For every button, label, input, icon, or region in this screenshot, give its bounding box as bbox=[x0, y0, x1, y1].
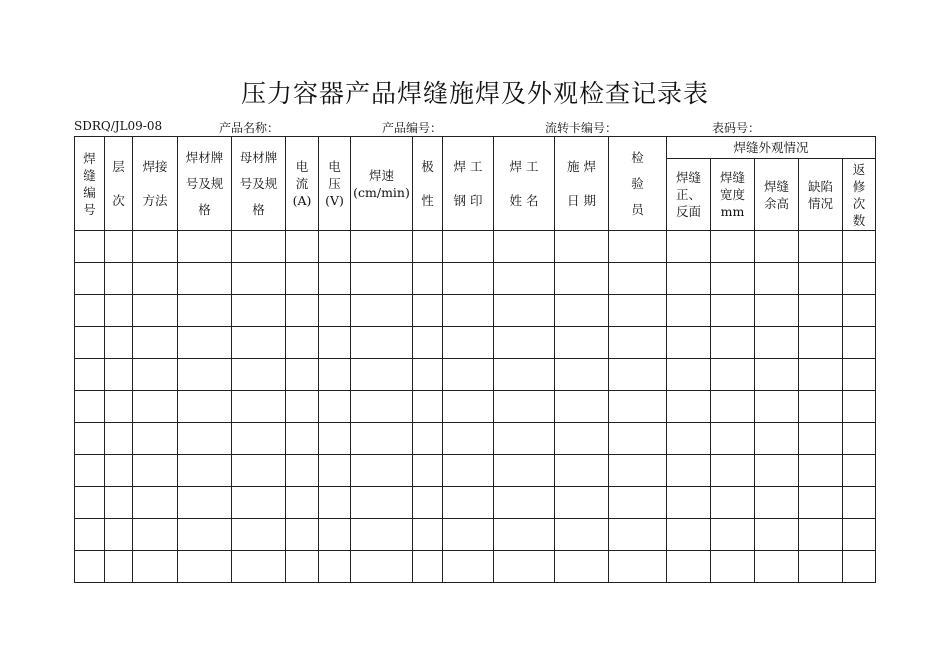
header-welder-stamp: 焊 工 钢 印 bbox=[443, 137, 494, 231]
table-cell[interactable] bbox=[286, 295, 319, 327]
table-cell[interactable] bbox=[799, 551, 843, 583]
table-cell[interactable] bbox=[711, 455, 755, 487]
table-cell[interactable] bbox=[413, 455, 443, 487]
table-cell[interactable] bbox=[843, 327, 876, 359]
table-row bbox=[75, 263, 876, 295]
table-cell[interactable] bbox=[413, 295, 443, 327]
table-cell[interactable] bbox=[351, 487, 413, 519]
table-cell[interactable] bbox=[232, 487, 286, 519]
table-cell[interactable] bbox=[178, 231, 232, 263]
table-row bbox=[75, 423, 876, 455]
table-cell[interactable] bbox=[609, 391, 667, 423]
table-cell[interactable] bbox=[286, 519, 319, 551]
table-cell[interactable] bbox=[133, 487, 178, 519]
table-cell[interactable] bbox=[351, 295, 413, 327]
table-cell[interactable] bbox=[351, 519, 413, 551]
record-table bbox=[74, 136, 876, 583]
header-weld-speed: 焊速 (cm/min) bbox=[351, 137, 413, 231]
header-weld-sides: 焊缝 正、 反面 bbox=[667, 159, 711, 231]
header-weld-method: 焊接 方法 bbox=[133, 137, 178, 231]
table-cell[interactable] bbox=[286, 391, 319, 423]
table-cell[interactable] bbox=[843, 231, 876, 263]
table-cell[interactable] bbox=[609, 551, 667, 583]
table-cell[interactable] bbox=[443, 263, 494, 295]
table-cell[interactable] bbox=[413, 231, 443, 263]
table-cell[interactable] bbox=[667, 551, 711, 583]
table-cell[interactable] bbox=[319, 327, 351, 359]
table-cell[interactable] bbox=[178, 455, 232, 487]
table-cell[interactable] bbox=[232, 231, 286, 263]
header-weld-width: 焊缝 宽度 mm bbox=[711, 159, 755, 231]
table-cell[interactable] bbox=[799, 423, 843, 455]
table-cell[interactable] bbox=[133, 327, 178, 359]
table-cell[interactable] bbox=[286, 551, 319, 583]
table-cell[interactable] bbox=[178, 359, 232, 391]
header-appearance-group: 焊缝外观情况 bbox=[667, 137, 876, 159]
form-code-label: 表码号： bbox=[712, 121, 761, 135]
table-cell[interactable] bbox=[667, 455, 711, 487]
table-cell[interactable] bbox=[443, 327, 494, 359]
table-cell[interactable] bbox=[178, 327, 232, 359]
table-cell[interactable] bbox=[443, 295, 494, 327]
table-cell[interactable] bbox=[178, 551, 232, 583]
table-cell[interactable] bbox=[843, 423, 876, 455]
table-cell[interactable] bbox=[799, 263, 843, 295]
table-cell[interactable] bbox=[75, 519, 105, 551]
table-cell[interactable] bbox=[755, 359, 799, 391]
table-cell[interactable] bbox=[351, 423, 413, 455]
table-cell[interactable] bbox=[319, 551, 351, 583]
table-cell[interactable] bbox=[799, 231, 843, 263]
table-cell[interactable] bbox=[755, 231, 799, 263]
table-cell[interactable] bbox=[232, 391, 286, 423]
table-cell[interactable] bbox=[232, 455, 286, 487]
table-cell[interactable] bbox=[443, 391, 494, 423]
table-cell[interactable] bbox=[319, 423, 351, 455]
table-cell[interactable] bbox=[105, 519, 133, 551]
table-row bbox=[75, 487, 876, 519]
table-cell[interactable] bbox=[413, 487, 443, 519]
table-cell[interactable] bbox=[494, 359, 555, 391]
table-cell[interactable] bbox=[319, 295, 351, 327]
table-cell[interactable] bbox=[555, 359, 609, 391]
table-cell[interactable] bbox=[133, 391, 178, 423]
table-cell[interactable] bbox=[178, 295, 232, 327]
table-cell[interactable] bbox=[843, 487, 876, 519]
table-cell[interactable] bbox=[286, 487, 319, 519]
header-layer: 层 次 bbox=[105, 137, 133, 231]
table-cell[interactable] bbox=[843, 263, 876, 295]
table-cell[interactable] bbox=[843, 455, 876, 487]
table-cell[interactable] bbox=[178, 519, 232, 551]
table-cell[interactable] bbox=[351, 455, 413, 487]
table-row bbox=[75, 295, 876, 327]
table-cell[interactable] bbox=[232, 359, 286, 391]
table-cell[interactable] bbox=[609, 295, 667, 327]
table-cell[interactable] bbox=[75, 487, 105, 519]
table-row bbox=[75, 455, 876, 487]
header-weld-date: 施 焊 日 期 bbox=[555, 137, 609, 231]
table-cell[interactable] bbox=[105, 263, 133, 295]
table-cell[interactable] bbox=[494, 327, 555, 359]
table-cell[interactable] bbox=[413, 551, 443, 583]
table-cell[interactable] bbox=[133, 359, 178, 391]
table-cell[interactable] bbox=[105, 391, 133, 423]
header-filler-material: 焊材牌 号及规 格 bbox=[178, 137, 232, 231]
table-row bbox=[75, 551, 876, 583]
table-cell[interactable] bbox=[133, 551, 178, 583]
table-cell[interactable] bbox=[443, 231, 494, 263]
table-cell[interactable] bbox=[667, 423, 711, 455]
table-cell[interactable] bbox=[799, 487, 843, 519]
table-cell[interactable] bbox=[133, 231, 178, 263]
table-cell[interactable] bbox=[555, 487, 609, 519]
table-cell[interactable] bbox=[799, 519, 843, 551]
table-cell[interactable] bbox=[494, 231, 555, 263]
table-cell[interactable] bbox=[232, 295, 286, 327]
table-cell[interactable] bbox=[443, 423, 494, 455]
table-cell[interactable] bbox=[351, 327, 413, 359]
table-cell[interactable] bbox=[133, 519, 178, 551]
table-cell[interactable] bbox=[667, 327, 711, 359]
table-cell[interactable] bbox=[843, 295, 876, 327]
table-cell[interactable] bbox=[413, 519, 443, 551]
table-cell[interactable] bbox=[755, 327, 799, 359]
table-cell[interactable] bbox=[286, 359, 319, 391]
table-cell[interactable] bbox=[443, 455, 494, 487]
table-cell[interactable] bbox=[75, 391, 105, 423]
table-cell[interactable] bbox=[609, 327, 667, 359]
table-cell[interactable] bbox=[133, 423, 178, 455]
table-row bbox=[75, 391, 876, 423]
table-cell[interactable] bbox=[351, 391, 413, 423]
table-row bbox=[75, 327, 876, 359]
table-cell[interactable] bbox=[75, 295, 105, 327]
table-cell[interactable] bbox=[667, 359, 711, 391]
table-cell[interactable] bbox=[711, 391, 755, 423]
table-cell[interactable] bbox=[609, 359, 667, 391]
table-cell[interactable] bbox=[555, 295, 609, 327]
table-cell[interactable] bbox=[75, 359, 105, 391]
table-row bbox=[75, 231, 876, 263]
table-cell[interactable] bbox=[286, 263, 319, 295]
table-cell[interactable] bbox=[443, 519, 494, 551]
table-cell[interactable] bbox=[351, 359, 413, 391]
table-cell[interactable] bbox=[799, 455, 843, 487]
table-cell[interactable] bbox=[105, 295, 133, 327]
table-cell[interactable] bbox=[232, 551, 286, 583]
table-cell[interactable] bbox=[105, 423, 133, 455]
table-cell[interactable] bbox=[555, 519, 609, 551]
table-cell[interactable] bbox=[319, 263, 351, 295]
header-base-material: 母材牌 号及规 格 bbox=[232, 137, 286, 231]
table-cell[interactable] bbox=[286, 231, 319, 263]
table-cell[interactable] bbox=[105, 551, 133, 583]
header-weld-number: 焊 缝 编 号 bbox=[75, 137, 105, 231]
table-cell[interactable] bbox=[799, 359, 843, 391]
table-cell[interactable] bbox=[711, 551, 755, 583]
table-cell[interactable] bbox=[133, 263, 178, 295]
table-cell[interactable] bbox=[755, 391, 799, 423]
table-cell[interactable] bbox=[494, 519, 555, 551]
table-cell[interactable] bbox=[413, 263, 443, 295]
form-title: 压力容器产品焊缝施焊及外观检查记录表 bbox=[240, 79, 709, 108]
table-cell[interactable] bbox=[494, 423, 555, 455]
table-cell[interactable] bbox=[319, 487, 351, 519]
table-cell[interactable] bbox=[843, 359, 876, 391]
product-name-label: 产品名称： bbox=[219, 121, 280, 135]
table-cell[interactable] bbox=[494, 455, 555, 487]
table-cell[interactable] bbox=[711, 423, 755, 455]
table-cell[interactable] bbox=[413, 359, 443, 391]
table-cell[interactable] bbox=[555, 455, 609, 487]
table-cell[interactable] bbox=[319, 519, 351, 551]
header-inspector: 检 验 员 bbox=[609, 137, 667, 231]
table-cell[interactable] bbox=[443, 487, 494, 519]
table-cell[interactable] bbox=[232, 327, 286, 359]
table-cell[interactable] bbox=[494, 263, 555, 295]
table-cell[interactable] bbox=[351, 551, 413, 583]
table-cell[interactable] bbox=[755, 455, 799, 487]
header-defects: 缺陷 情况 bbox=[799, 159, 843, 231]
table-cell[interactable] bbox=[178, 263, 232, 295]
table-cell[interactable] bbox=[555, 263, 609, 295]
table-cell[interactable] bbox=[75, 327, 105, 359]
table-cell[interactable] bbox=[843, 519, 876, 551]
table-cell[interactable] bbox=[667, 487, 711, 519]
table-cell[interactable] bbox=[443, 359, 494, 391]
table-cell[interactable] bbox=[105, 455, 133, 487]
table-cell[interactable] bbox=[105, 487, 133, 519]
table-cell[interactable] bbox=[133, 295, 178, 327]
table-cell[interactable] bbox=[319, 359, 351, 391]
table-row bbox=[75, 359, 876, 391]
table-cell[interactable] bbox=[609, 231, 667, 263]
table-cell[interactable] bbox=[286, 327, 319, 359]
table-cell[interactable] bbox=[667, 391, 711, 423]
table-cell[interactable] bbox=[286, 423, 319, 455]
header-repair-times: 返 修 次 数 bbox=[843, 159, 876, 231]
doc-number: SDRQ/JL09-08 bbox=[74, 119, 163, 133]
table-cell[interactable] bbox=[319, 455, 351, 487]
table-cell[interactable] bbox=[319, 231, 351, 263]
table-cell[interactable] bbox=[711, 263, 755, 295]
table-cell[interactable] bbox=[755, 487, 799, 519]
table-cell[interactable] bbox=[413, 327, 443, 359]
table-cell[interactable] bbox=[555, 327, 609, 359]
table-cell[interactable] bbox=[75, 423, 105, 455]
table-cell[interactable] bbox=[755, 423, 799, 455]
table-cell[interactable] bbox=[711, 327, 755, 359]
table-cell[interactable] bbox=[443, 551, 494, 583]
table-cell[interactable] bbox=[75, 551, 105, 583]
table-cell[interactable] bbox=[555, 423, 609, 455]
table-cell[interactable] bbox=[609, 423, 667, 455]
table-cell[interactable] bbox=[232, 423, 286, 455]
table-cell[interactable] bbox=[133, 455, 178, 487]
header-voltage: 电 压 (V) bbox=[319, 137, 351, 231]
table-cell[interactable] bbox=[609, 263, 667, 295]
table-cell[interactable] bbox=[232, 519, 286, 551]
table-cell[interactable] bbox=[105, 231, 133, 263]
table-cell[interactable] bbox=[799, 391, 843, 423]
table-cell[interactable] bbox=[494, 487, 555, 519]
table-cell[interactable] bbox=[494, 295, 555, 327]
table-cell[interactable] bbox=[75, 263, 105, 295]
table-cell[interactable] bbox=[843, 551, 876, 583]
table-cell[interactable] bbox=[609, 519, 667, 551]
table-cell[interactable] bbox=[799, 327, 843, 359]
table-cell[interactable] bbox=[178, 423, 232, 455]
product-number-label: 产品编号： bbox=[382, 121, 443, 135]
table-cell[interactable] bbox=[711, 359, 755, 391]
table-cell[interactable] bbox=[105, 327, 133, 359]
table-cell[interactable] bbox=[232, 263, 286, 295]
header-welder-name: 焊 工 姓 名 bbox=[494, 137, 555, 231]
header-polarity: 极 性 bbox=[413, 137, 443, 231]
table-cell[interactable] bbox=[286, 455, 319, 487]
table-cell[interactable] bbox=[755, 519, 799, 551]
table-cell[interactable] bbox=[494, 391, 555, 423]
table-row bbox=[75, 519, 876, 551]
table-cell[interactable] bbox=[351, 231, 413, 263]
table-cell[interactable] bbox=[351, 263, 413, 295]
table-cell[interactable] bbox=[667, 519, 711, 551]
table-cell[interactable] bbox=[711, 295, 755, 327]
table-cell[interactable] bbox=[755, 551, 799, 583]
table-cell[interactable] bbox=[755, 295, 799, 327]
table-cell[interactable] bbox=[843, 391, 876, 423]
table-cell[interactable] bbox=[555, 231, 609, 263]
table-cell[interactable] bbox=[75, 231, 105, 263]
header-current: 电 流 (A) bbox=[286, 137, 319, 231]
table-cell[interactable] bbox=[413, 391, 443, 423]
table-cell[interactable] bbox=[413, 423, 443, 455]
table-cell[interactable] bbox=[609, 487, 667, 519]
table-cell[interactable] bbox=[755, 263, 799, 295]
table-cell[interactable] bbox=[667, 295, 711, 327]
table-cell[interactable] bbox=[667, 263, 711, 295]
flow-card-number-label: 流转卡编号： bbox=[545, 121, 618, 135]
table-cell[interactable] bbox=[711, 519, 755, 551]
table-cell[interactable] bbox=[711, 487, 755, 519]
table-cell[interactable] bbox=[75, 455, 105, 487]
table-cell[interactable] bbox=[799, 295, 843, 327]
header-weld-reinforcement: 焊缝 余高 bbox=[755, 159, 799, 231]
table-cell[interactable] bbox=[555, 391, 609, 423]
table-cell[interactable] bbox=[494, 551, 555, 583]
table-cell[interactable] bbox=[609, 455, 667, 487]
table-cell[interactable] bbox=[105, 359, 133, 391]
table-cell[interactable] bbox=[555, 551, 609, 583]
table-cell[interactable] bbox=[711, 231, 755, 263]
table-cell[interactable] bbox=[178, 487, 232, 519]
table-cell[interactable] bbox=[319, 391, 351, 423]
table-cell[interactable] bbox=[178, 391, 232, 423]
table-cell[interactable] bbox=[667, 231, 711, 263]
